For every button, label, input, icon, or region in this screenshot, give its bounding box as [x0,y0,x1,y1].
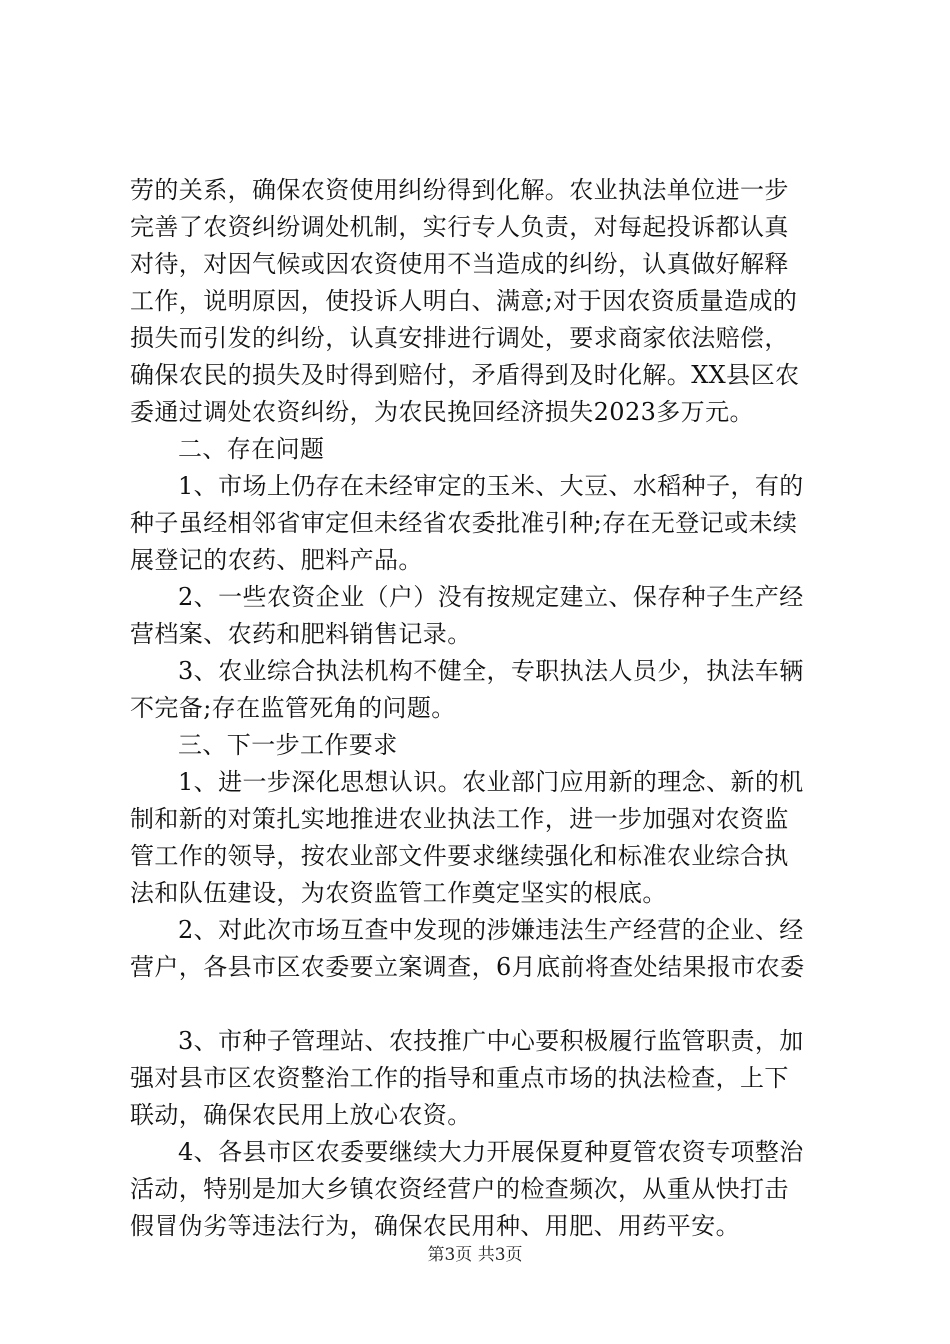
text-line: 3、农业综合执法机构不健全，专职执法人员少，执法车辆 [178,657,804,685]
text-line: 展登记的农药、肥料产品。 [130,546,423,574]
paragraph-requirement-2 [130,912,830,986]
text-line: 联动，确保农民用上放心农资。 [130,1101,472,1129]
section-heading-problems: 二、存在问题 [178,435,325,463]
text-line: 种子虽经相邻省审定但未经省农委批准引种;存在无登记或未续 [130,509,798,537]
text-line: 劳的关系，确保农资使用纠纷得到化解。农业执法单位进一步 [130,176,789,204]
text-line: 管工作的领导，按农业部文件要求继续强化和标准农业综合执 [130,842,789,870]
blank-line [130,986,830,1023]
text-line: 工作，说明原因，使投诉人明白、满意;对于因农资质量造成的 [130,287,798,315]
paragraph-requirement-3 [130,1023,830,1134]
paragraph-requirement-1 [130,764,830,912]
text-line: 2、对此次市场互查中发现的涉嫌违法生产经营的企业、经 [178,916,804,944]
text-line: 营档案、农药和肥料销售记录。 [130,620,472,648]
text-line: 对待，对因气候或因农资使用不当造成的纠纷，认真做好解释 [130,250,789,278]
text-line: 1、进一步深化思想认识。农业部门应用新的理念、新的机 [178,768,804,796]
text-line: 假冒伪劣等违法行为，确保农民用种、用肥、用药平安。 [130,1212,740,1240]
text-line: 3、市种子管理站、农技推广中心要积极履行监管职责，加 [178,1027,804,1055]
text-line: 2、一些农资企业（户）没有按规定建立、保存种子生产经 [178,583,804,611]
text-line: 不完备;存在监管死角的问题。 [130,694,456,722]
text-line: 法和队伍建设，为农资监管工作奠定坚实的根底。 [130,879,667,907]
text-line: 营户，各县市区农委要立案调查，6月底前将查处结果报市农委 [130,953,805,981]
text-line: 完善了农资纠纷调处机制，实行专人负责，对每起投诉都认真 [130,213,789,241]
page-number-footer: 第3页 共3页 [427,1245,523,1265]
section-heading-next-steps: 三、下一步工作要求 [178,731,398,759]
text-line: 强对县市区农资整治工作的指导和重点市场的执法检查，上下 [130,1064,789,1092]
text-line: 4、各县市区农委要继续大力开展保夏种夏管农资专项整治 [178,1138,804,1166]
document-body [130,172,830,1245]
paragraph-problem-3 [130,653,830,727]
paragraph-requirement-4 [130,1134,830,1245]
text-line: 确保农民的损失及时得到赔付，矛盾得到及时化解。XX县区农 [130,361,800,389]
text-line: 委通过调处农资纠纷，为农民挽回经济损失2023多万元。 [130,398,754,426]
text-line: 活动，特别是加大乡镇农资经营户的检查频次，从重从快打击 [130,1175,789,1203]
text-line: 损失而引发的纠纷，认真安排进行调处，要求商家依法赔偿， [130,324,789,352]
text-line: 1、市场上仍存在未经审定的玉米、大豆、水稻种子，有的 [178,472,804,500]
text-line: 制和新的对策扎实地推进农业执法工作，进一步加强对农资监 [130,805,789,833]
paragraph-problem-1 [130,468,830,579]
paragraph-problem-2 [130,579,830,653]
paragraph-dispute-resolution [130,172,830,431]
